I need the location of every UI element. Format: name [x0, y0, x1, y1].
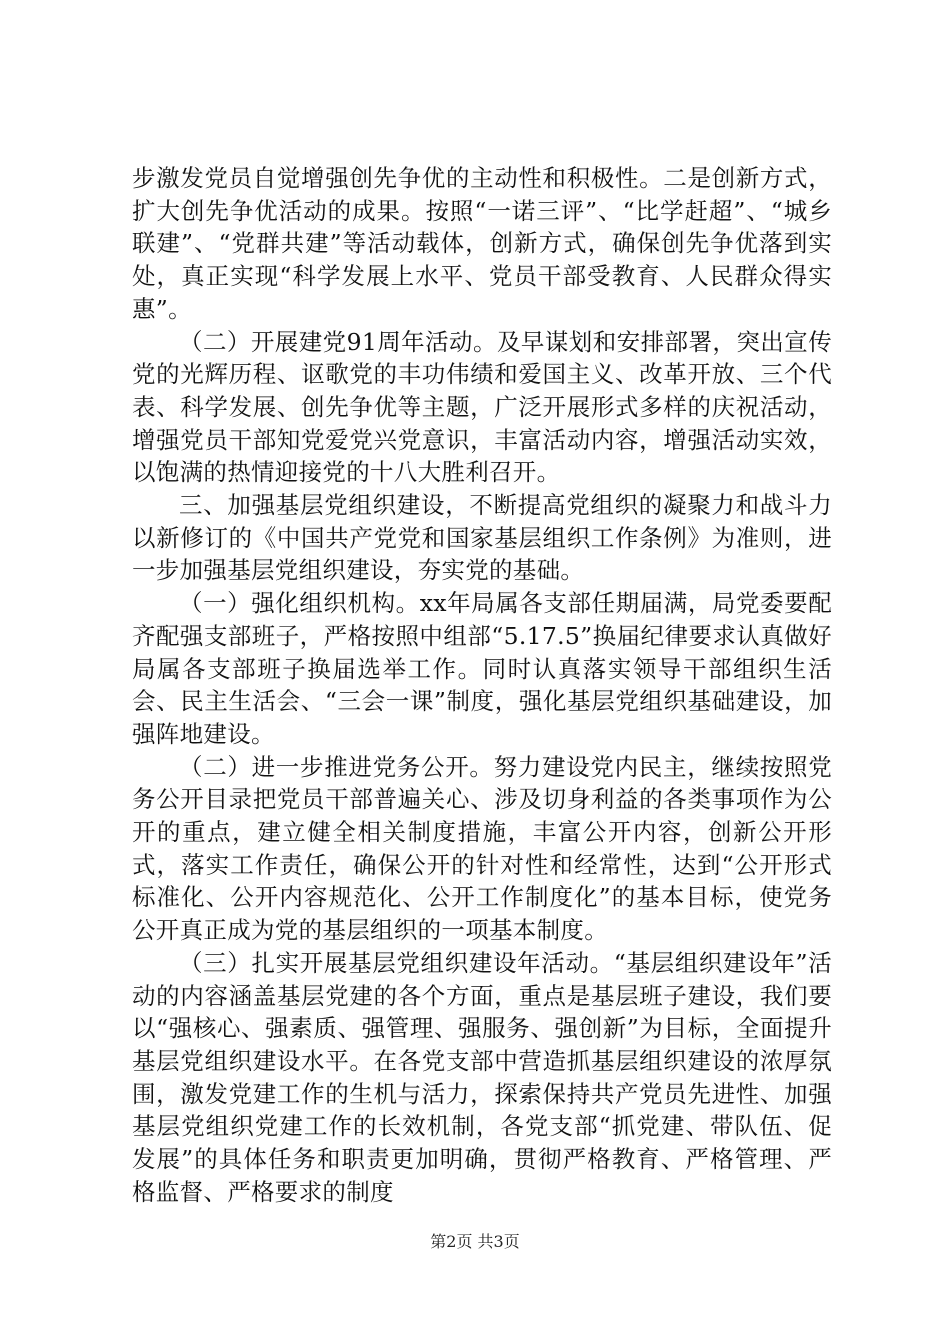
page-number-footer: 第2页 共3页 — [430, 1232, 520, 1251]
paragraph-party-affairs-openness: （二）进一步推进党务公开。努力建设党内民主，继续按照党务公开目录把党员干部普遍关心、涉及切身利益的各类事项作为公开的重点，建立健全相关制度措施，丰富公开内容，创新公开形式，落实工作责任，确保公开的针对性和经常性，达到“公开形式标准化、公开内容规范化、公开工作制度化”的基本目标，使党务公开真正成为党的基层组织的一项基本制度。 — [132, 752, 832, 945]
paragraph-anniversary-activity: （二）开展建党91周年活动。及早谋划和安排部署，突出宣传党的光辉历程、讴歌党的丰功伟绩和爱国主义、改革开放、三个代表、科学发展、创先争优等主题，广泛开展形式多样的庆祝活动，增强党员干部知党爱党兴党意识，丰富活动内容，增强活动实效，以饱满的热情迎接党的十八大胜利召开。 — [132, 327, 832, 487]
document-body — [132, 162, 832, 1209]
paragraph-organization-structure: （一）强化组织机构。xx年局属各支部任期届满，局党委要配齐配强支部班子，严格按照中组部“5.17.5”换届纪律要求认真做好局属各支部班子换届选举工作。同时认真落实领导干部组织生活会、民主生活会、“三会一课”制度，强化基层党组织基础建设，加强阵地建设。 — [132, 589, 832, 748]
paragraph-continuation: 步激发党员自觉增强创先争优的主动性和积极性。二是创新方式，扩大创先争优活动的成果。按照“一诺三评”、“比学赶超”、“城乡联建”、“党群共建”等活动载体，创新方式，确保创先争优落到实处，真正实现“科学发展上水平、党员干部受教育、人民群众得实惠”。 — [132, 164, 832, 323]
paragraph-grassroots-year: （三）扎实开展基层党组织建设年活动。“基层组织建设年”活动的内容涵盖基层党建的各个方面，重点是基层班子建设，我们要以“强核心、强素质、强管理、强服务、强创新”为目标，全面提升基层党组织建设水平。在各党支部中营造抓基层组织建设的浓厚氛围，激发党建工作的生机与活力，探索保持共产党员先进性、加强基层党组织党建工作的长效机制，各党支部“抓党建、带队伍、促发展”的具体任务和职责更加明确，贯彻严格教育、严格管理、严格监督、严格要求的制度 — [132, 948, 832, 1206]
paragraph-section-three-heading: 三、加强基层党组织建设，不断提高党组织的凝聚力和战斗力以新修订的《中国共产党党和国家基层组织工作条例》为准则，进一步加强基层党组织建设，夯实党的基础。 — [132, 491, 832, 585]
